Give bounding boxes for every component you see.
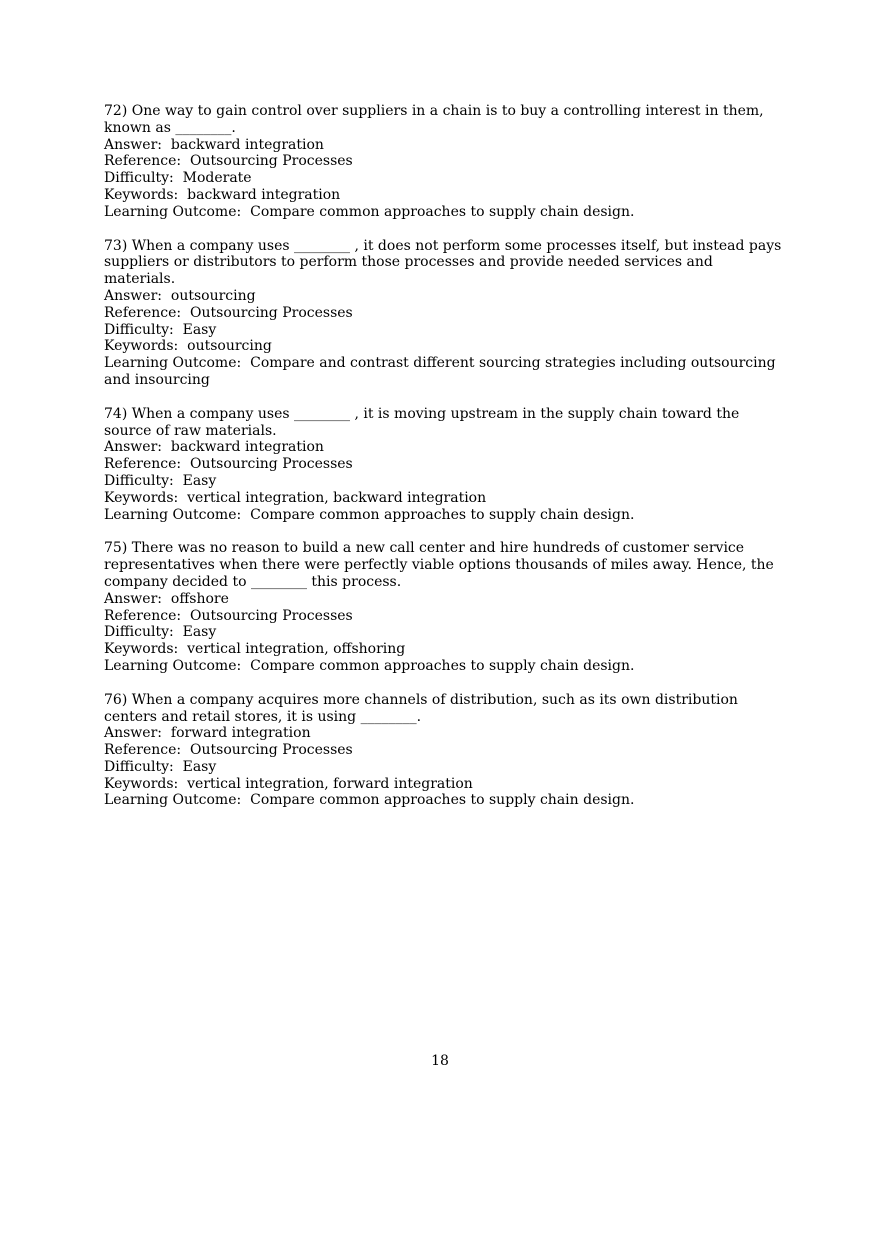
reference-line: Reference: Outsourcing Processes (104, 153, 353, 170)
keywords-line: Keywords: vertical integration, forward integration (104, 775, 473, 792)
question-block-73 (104, 238, 784, 389)
keywords-line: Keywords: vertical integration, offshoring (104, 641, 406, 658)
reference-line: Reference: Outsourcing Processes (104, 304, 353, 321)
learning-outcome-line: Learning Outcome: Compare common approaches to supply chain design. (104, 792, 635, 809)
answer-line: Answer: backward integration (104, 439, 324, 456)
difficulty-line: Difficulty: Easy (104, 472, 217, 489)
question-text: 76) When a company acquires more channels of distribution, such as its own distribution centers and retail stores, it is using ________. (104, 691, 743, 725)
question-block-75 (104, 540, 784, 674)
keywords-line: Keywords: outsourcing (104, 338, 272, 355)
learning-outcome-line: Learning Outcome: Compare common approaches to supply chain design. (104, 657, 635, 674)
page-number: 18 (431, 1053, 449, 1069)
difficulty-line: Difficulty: Easy (104, 321, 217, 338)
question-block-72 (104, 103, 784, 221)
question-text: 74) When a company uses ________ , it is moving upstream in the supply chain toward the source of raw materials. (104, 405, 744, 439)
reference-line: Reference: Outsourcing Processes (104, 742, 353, 759)
question-text: 75) There was no reason to build a new call center and hire hundreds of customer service representatives when there were perfectly viable options thousands of miles away. Hence, the company decided to ________ this process. (104, 540, 779, 590)
keywords-line: Keywords: backward integration (104, 186, 341, 203)
question-text: 72) One way to gain control over suppliers in a chain is to buy a controlling interest in them, known as ________. (104, 103, 769, 136)
page-content (104, 103, 784, 826)
difficulty-line: Difficulty: Moderate (104, 170, 252, 187)
learning-outcome-line: Learning Outcome: Compare and contrast different sourcing strategies including outsourcing and insourcing (104, 355, 781, 388)
reference-line: Reference: Outsourcing Processes (104, 456, 353, 473)
difficulty-line: Difficulty: Easy (104, 624, 217, 641)
keywords-line: Keywords: vertical integration, backward integration (104, 489, 487, 506)
question-text: 73) When a company uses ________ , it does not perform some processes itself, but instead pays suppliers or distributors to perform those processes and provide needed services and materials. (104, 237, 786, 288)
reference-line: Reference: Outsourcing Processes (104, 607, 353, 624)
answer-line: Answer: forward integration (104, 725, 311, 742)
difficulty-line: Difficulty: Easy (104, 758, 217, 775)
learning-outcome-line: Learning Outcome: Compare common approaches to supply chain design. (104, 203, 635, 220)
answer-line: Answer: outsourcing (104, 287, 256, 304)
question-block-76 (104, 692, 784, 810)
question-block-74 (104, 406, 784, 524)
answer-line: Answer: offshore (104, 590, 229, 607)
learning-outcome-line: Learning Outcome: Compare common approaches to supply chain design. (104, 506, 635, 523)
answer-line: Answer: backward integration (104, 136, 324, 153)
